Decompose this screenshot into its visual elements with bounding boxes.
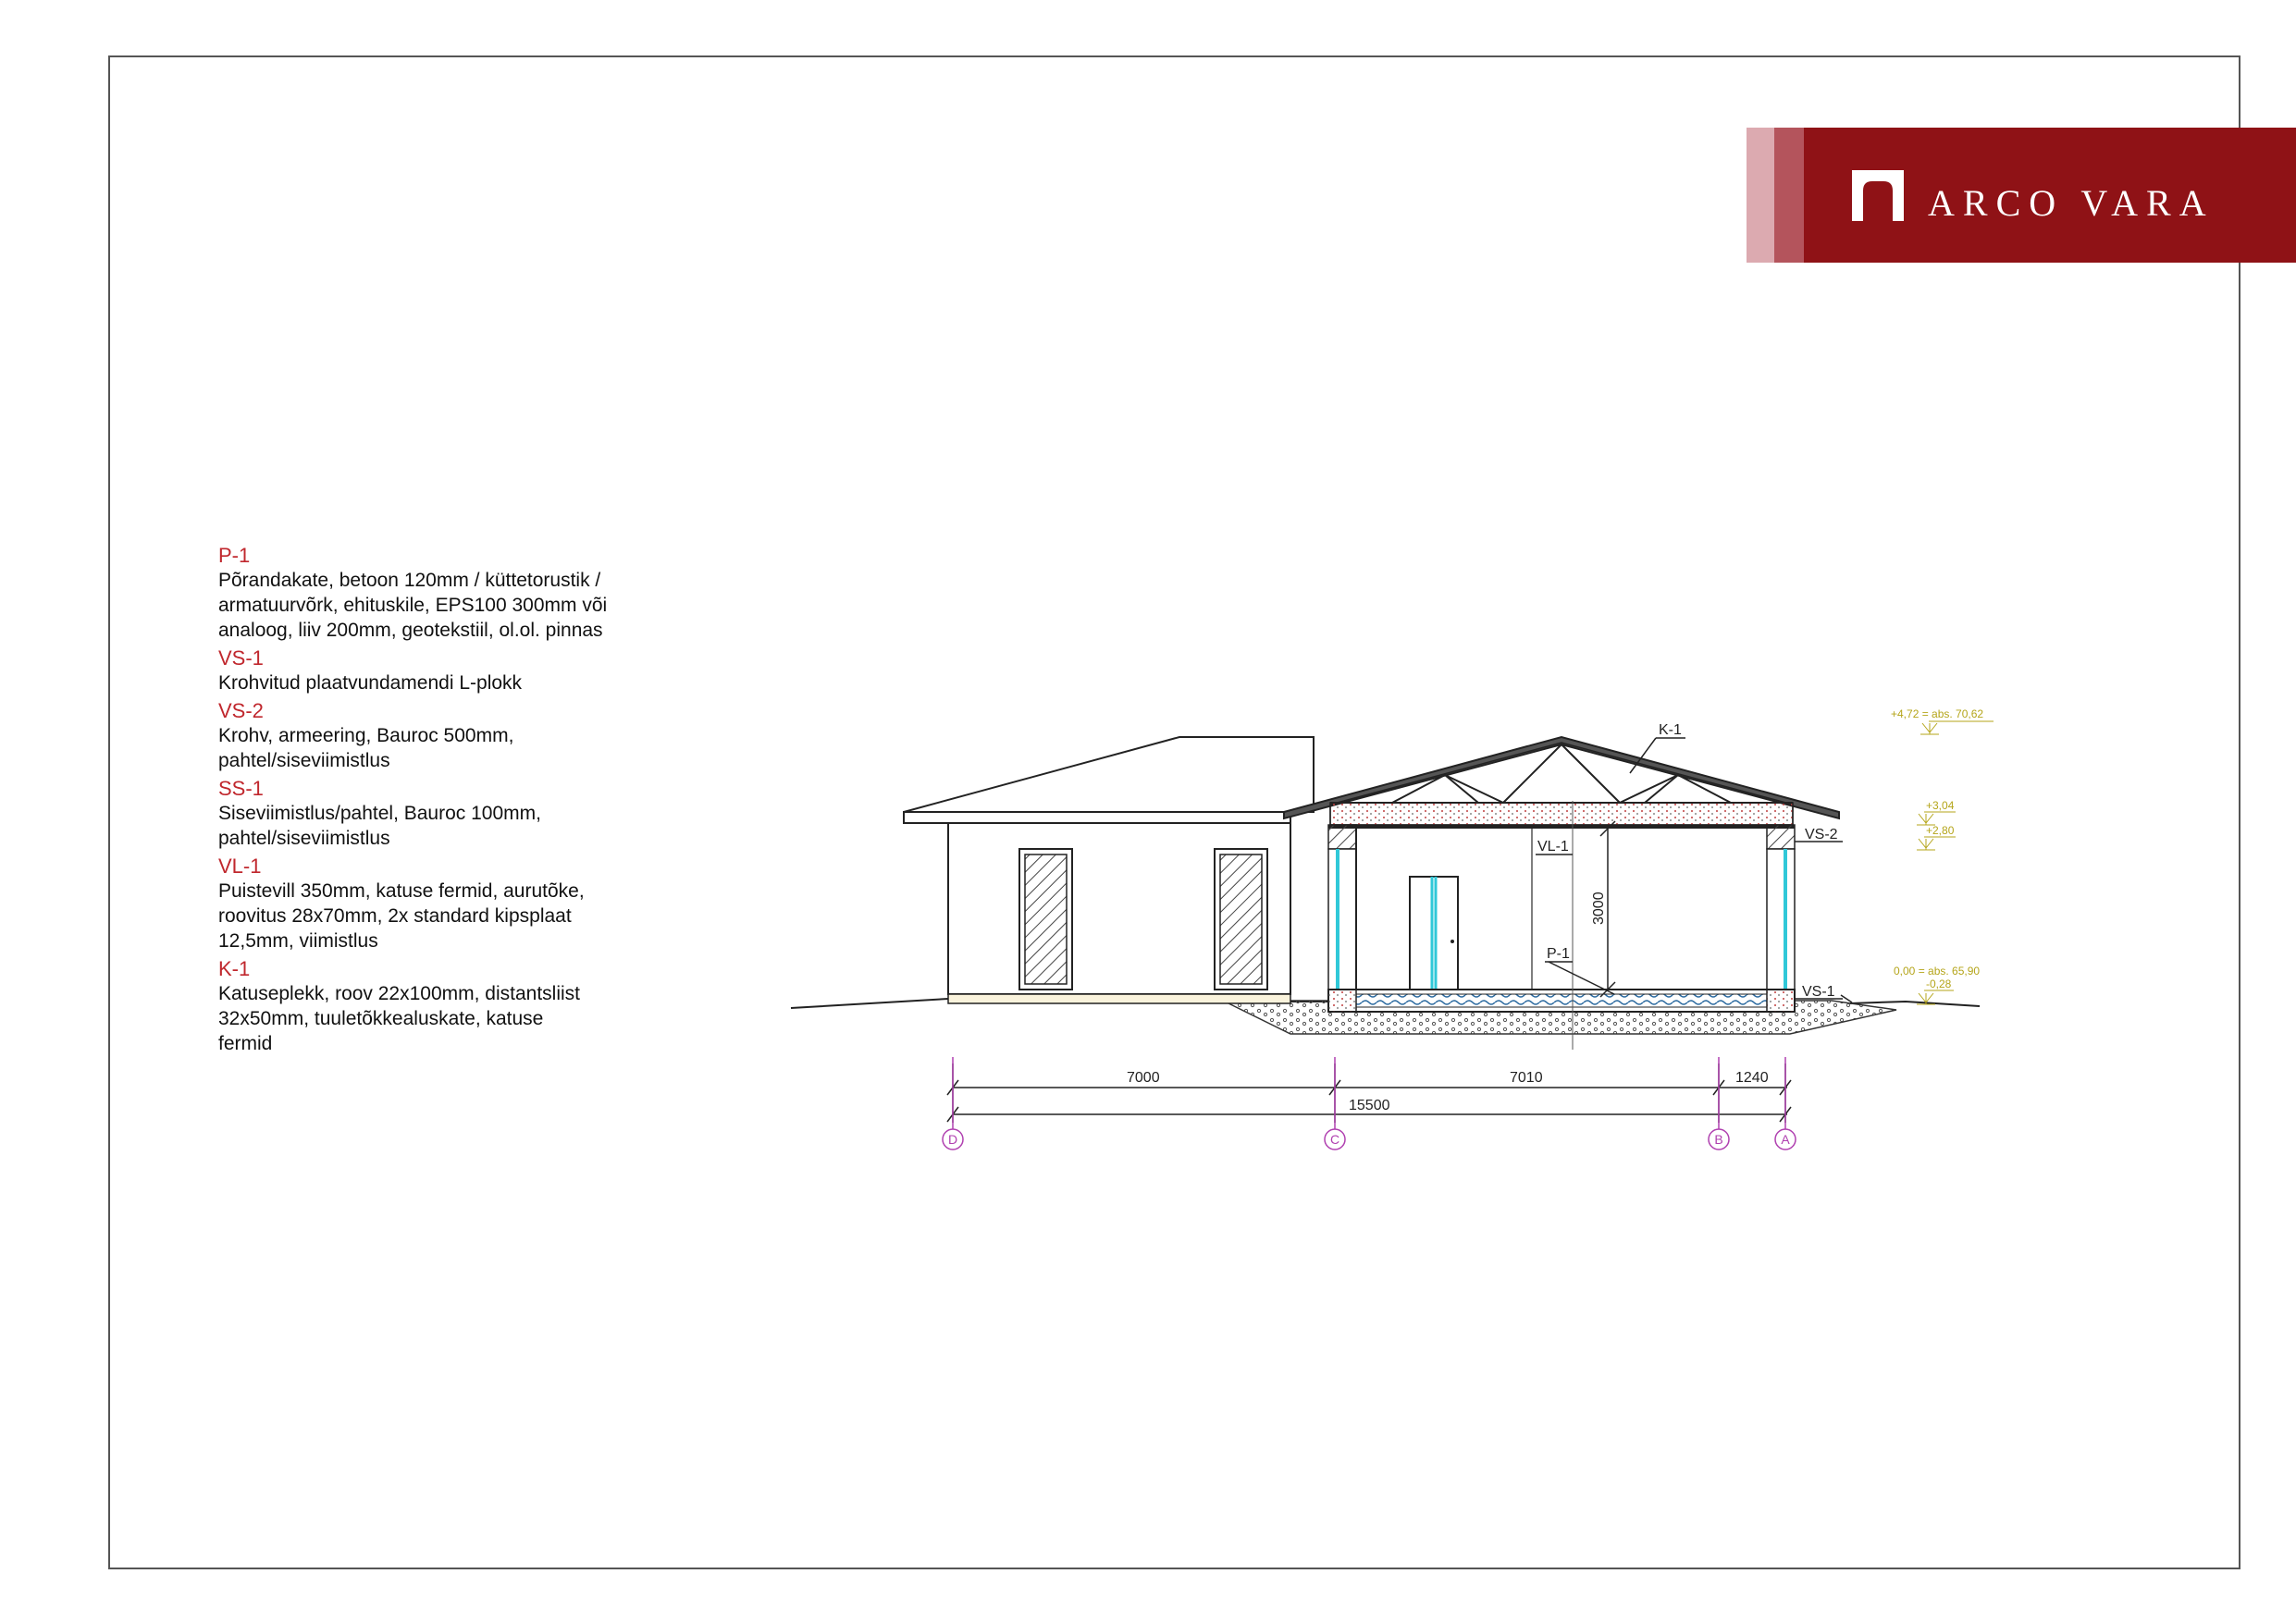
level-zero: 0,00 = abs. 65,90 xyxy=(1894,965,1981,977)
tag-vs1: VS-1 xyxy=(1802,984,1835,1000)
legend-description: Katuseplekk, roov 22x100mm, distantsliist 32x50mm, tuuletõkkealuskate, katuse fermid xyxy=(218,983,581,1054)
level-304: +3,04 xyxy=(1926,799,1955,812)
height-dimension: 3000 xyxy=(1591,891,1607,925)
dimension-lines xyxy=(947,1064,1791,1123)
dim-c-b: 7010 xyxy=(1510,1070,1543,1086)
logo-text: ARCO VARA xyxy=(1928,182,2215,224)
legend-code: SS-1 xyxy=(218,777,264,800)
legend-description: Krohv, armeering, Bauroc 500mm, pahtel/siseviimistlus xyxy=(218,725,514,771)
legend-code: K-1 xyxy=(218,957,251,980)
dim-b-a: 1240 xyxy=(1735,1070,1769,1086)
legend-description: Põrandakate, betoon 120mm / küttetorustik / armatuurvõrk, ehituskile, EPS100 300mm või analoog, liiv 200mm, geotekstiil, ol.ol. pinnas xyxy=(218,570,608,641)
legend-description: Puistevill 350mm, katuse fermid, aurutõke, roovitus 28x70mm, 2x standard kipsplaat 12,5mm, viimistlus xyxy=(218,880,585,952)
level-neg: -0,28 xyxy=(1926,977,1952,990)
legend-description: Siseviimistlus/pahtel, Bauroc 100mm, pahtel/siseviimistlus xyxy=(218,803,541,849)
tag-vl1: VL-1 xyxy=(1537,839,1569,855)
legend-code: VL-1 xyxy=(218,855,262,878)
axis-c: C xyxy=(1329,1132,1340,1147)
axis-d: D xyxy=(947,1132,958,1147)
legend-code: VS-1 xyxy=(218,646,264,670)
axis-b: B xyxy=(1714,1132,1723,1147)
left-wing-elevation xyxy=(904,737,1314,1003)
legend-code: VS-2 xyxy=(218,699,264,722)
dim-total: 15500 xyxy=(1349,1098,1390,1113)
legend-description: Krohvitud plaatvundamendi L-plokk xyxy=(218,672,523,694)
axis-a: A xyxy=(1781,1132,1790,1147)
tag-k1: K-1 xyxy=(1659,722,1682,738)
level-markers xyxy=(1891,707,1994,1004)
interior-door xyxy=(1410,877,1458,990)
level-ridge: +4,72 = abs. 70,62 xyxy=(1891,707,1984,720)
legend-code: P-1 xyxy=(218,544,251,567)
building-section xyxy=(1284,737,1852,1050)
level-280: +2,80 xyxy=(1926,824,1955,837)
tag-p1: P-1 xyxy=(1547,946,1570,962)
dim-d-c: 7000 xyxy=(1127,1070,1160,1086)
tag-vs2: VS-2 xyxy=(1805,827,1838,842)
